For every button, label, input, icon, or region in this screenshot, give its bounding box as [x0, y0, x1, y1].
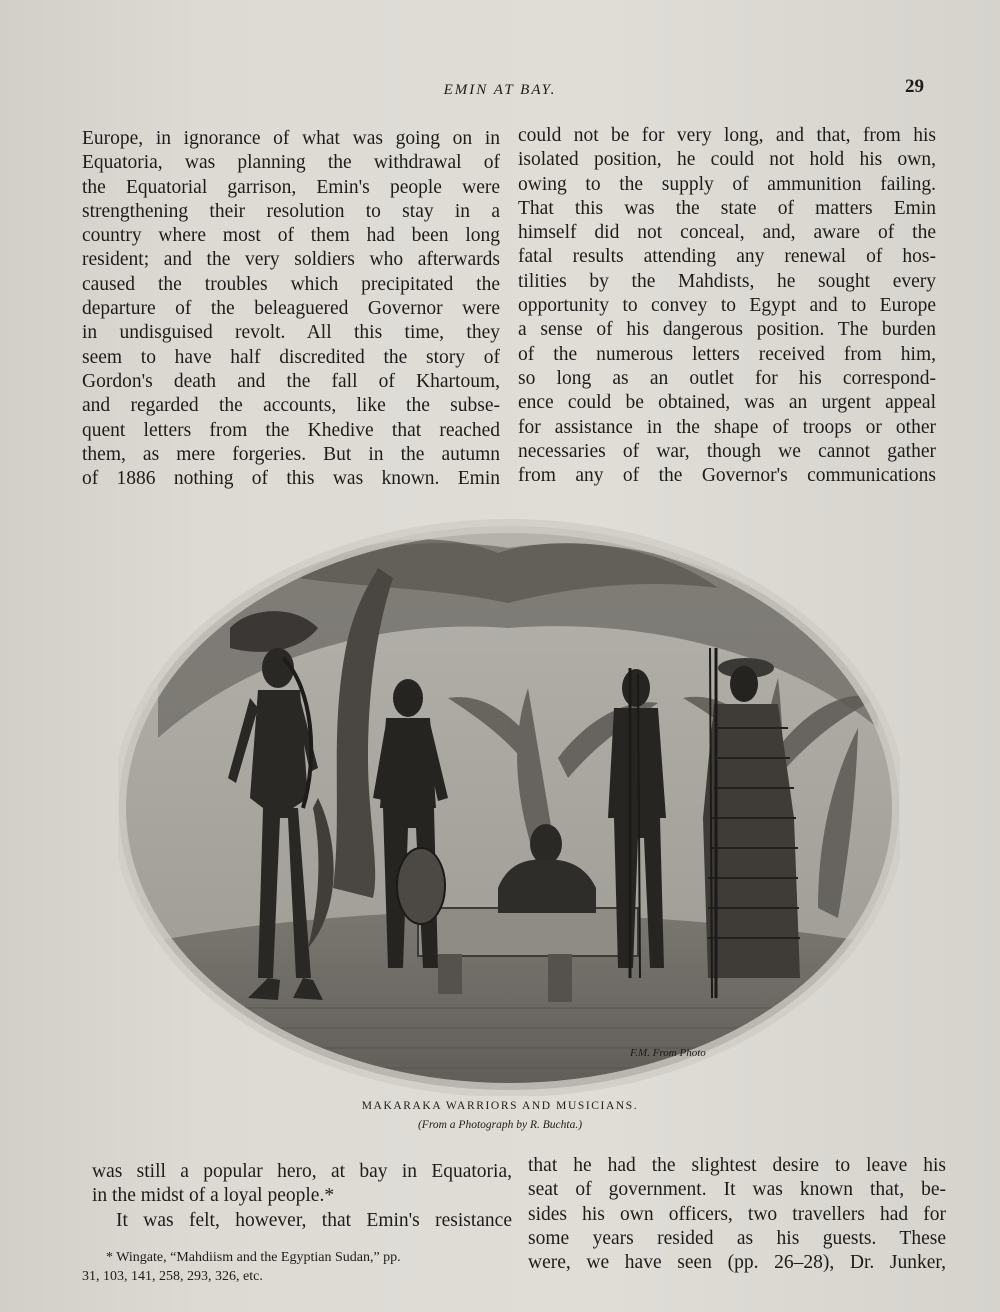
text-line: could not be for very long, and that, from his [518, 125, 936, 146]
text-line: opportunity to convey to Egypt and to Europe [518, 295, 936, 317]
text-column-bottom-left [92, 1160, 512, 1233]
text-line: and regarded the accounts, like the subse- [82, 395, 500, 417]
footnote-line: 31, 103, 141, 258, 293, 326, etc. [82, 1269, 263, 1284]
artist-mark: F.M. From Photo [630, 1047, 706, 1059]
text-line: tilities by the Mahdists, he sought every [518, 270, 936, 292]
text-line: Europe, in ignorance of what was going on in [82, 128, 500, 149]
text-line: resident; and the very soldiers who afterwards [82, 249, 500, 271]
text-line: a sense of his dangerous position. The burden [518, 319, 936, 341]
text-line: in undisguised revolt. All this time, they [82, 322, 500, 344]
text-line: that he had the slightest desire to leave his [528, 1155, 946, 1176]
footnote [82, 1248, 512, 1286]
text-line: of 1886 nothing of this was known. Emin [82, 468, 500, 490]
text-column-bottom-right [528, 1154, 946, 1275]
engraving-illustration [118, 508, 900, 1096]
text-line: owing to the supply of ammunition failing. [518, 173, 936, 195]
text-line: caused the troubles which precipitated the [82, 273, 500, 295]
page-number: 29 [905, 76, 924, 97]
text-line: in the midst of a loyal people.* [92, 1185, 335, 1207]
text-line: himself did not conceal, and, aware of the [518, 222, 936, 244]
text-column-top-left [82, 127, 500, 491]
text-line: That this was the state of matters Emin [518, 197, 936, 219]
text-line: necessaries of war, though we cannot gather [518, 440, 936, 462]
text-line: It was felt, however, that Emin's resistance [116, 1209, 512, 1231]
text-line: strengthening their resolution to stay in a [82, 200, 500, 222]
text-line: Equatoria, was planning the withdrawal of [82, 152, 500, 174]
running-head [0, 76, 1000, 104]
text-line: fatal results attending any renewal of hos- [518, 246, 936, 268]
text-column-top-right [518, 124, 936, 488]
text-line: seem to have half discredited the story of [82, 346, 500, 368]
text-line: some years resided as his guests. These [528, 1227, 946, 1249]
text-line: from any of the Governor's communications [518, 465, 936, 487]
figure-caption-credit: (From a Photograph by R. Buchta.) [417, 1119, 583, 1131]
text-line: Gordon's death and the fall of Khartoum, [82, 370, 500, 392]
text-line: isolated position, he could not hold his own, [518, 149, 936, 171]
figure-caption-title: MAKARAKA WARRIORS AND MUSICIANS. [361, 1100, 639, 1112]
text-line: was still a popular hero, at bay in Equatoria, [92, 1161, 512, 1182]
text-line: the Equatorial garrison, Emin's people were [82, 176, 500, 198]
text-line: were, we have seen (pp. 26–28), Dr. Junker, [528, 1252, 946, 1274]
text-line: ence could be obtained, was an urgent appeal [518, 392, 936, 414]
text-line: sides his own officers, two travellers had for [528, 1203, 946, 1225]
text-line: departure of the beleaguered Governor were [82, 298, 500, 320]
text-line: seat of government. It was known that, be- [528, 1179, 946, 1201]
makaraka-engraving [118, 508, 900, 1096]
running-title: EMIN AT BAY. [443, 82, 557, 98]
footnote-line: * Wingate, “Mahdiism and the Egyptian Sudan,” pp. [106, 1250, 401, 1265]
text-line: so long as an outlet for his correspond- [518, 367, 936, 389]
text-line: for assistance in the shape of troops or other [518, 416, 936, 438]
text-line: quent letters from the Khedive that reached [82, 419, 500, 441]
text-line: of the numerous letters received from him, [518, 343, 936, 365]
text-line: them, as mere forgeries. But in the autumn [82, 443, 500, 465]
text-line: country where most of them had been long [82, 225, 500, 247]
